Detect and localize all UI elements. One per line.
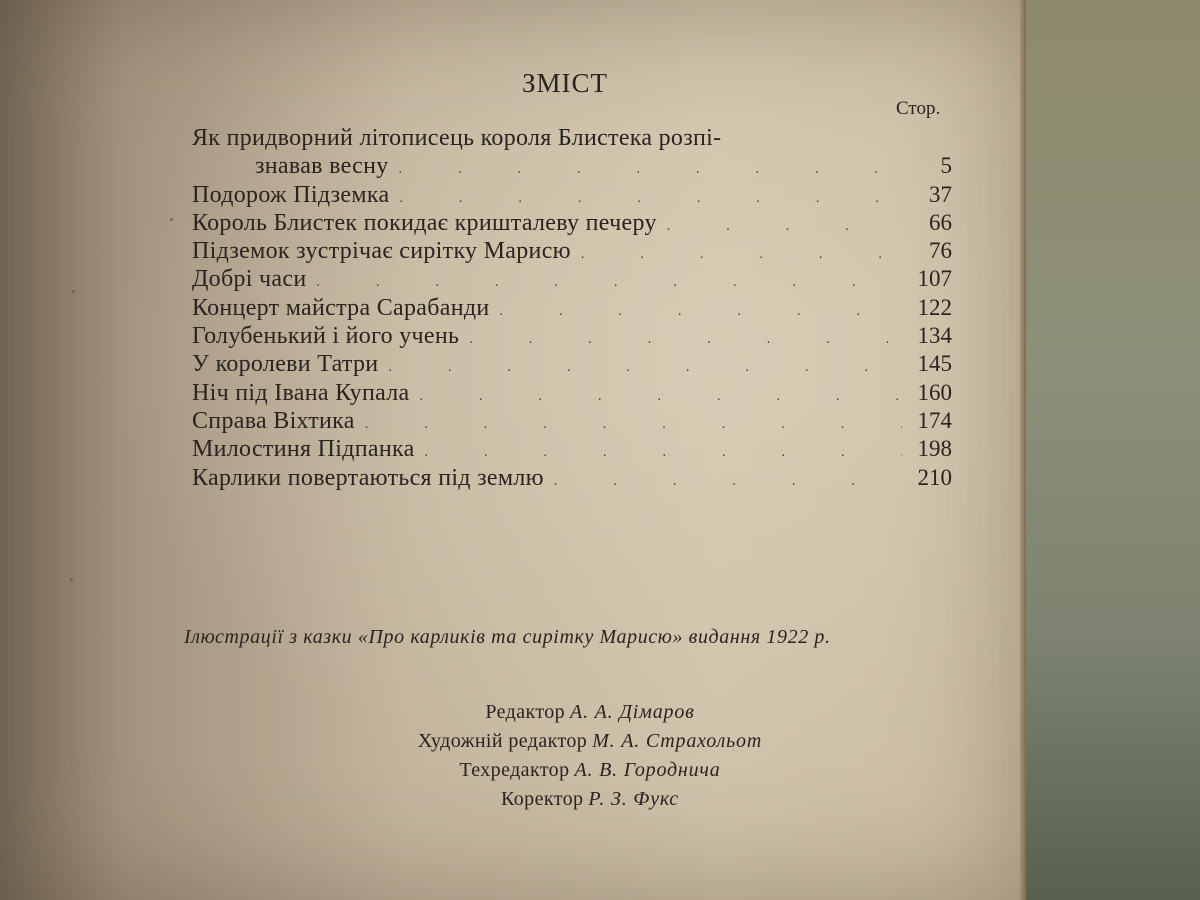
toc-entry	[192, 464, 952, 492]
toc-entry-title: Справа Віхтика	[192, 407, 355, 434]
credit-role: Техредактор	[459, 759, 570, 781]
leader-dots	[469, 322, 902, 354]
credit-line	[340, 756, 840, 785]
toc-entry-title: Карлики повертаються під землю	[192, 464, 544, 491]
page-column-label: Стор.	[896, 98, 941, 119]
toc-entry-page: 37	[929, 181, 952, 207]
toc-entry-page: 160	[917, 379, 952, 405]
toc-entry-title: Король Блистек покидає кришталеву печеру	[192, 209, 657, 236]
toc-entry-page: 134	[917, 323, 952, 349]
toc-entry-title: Концерт майстра Сарабанди	[192, 294, 490, 321]
credit-line	[340, 698, 840, 727]
credit-person: А. В. Городнича	[574, 759, 721, 781]
toc-entry-title: Подорож Підземка	[192, 181, 390, 208]
toc-entry	[192, 209, 952, 237]
credit-role: Коректор	[501, 788, 584, 810]
leader-dots	[420, 379, 903, 411]
toc-entry	[192, 350, 952, 378]
toc-entry-page: 107	[917, 266, 952, 292]
toc-entry-title: Милостиня Підпанка	[192, 436, 415, 463]
leader-dots	[388, 350, 902, 382]
leader-dots	[399, 152, 902, 184]
leader-dots	[667, 209, 902, 241]
toc-entry-page: 145	[917, 351, 952, 377]
toc-entry	[192, 265, 952, 293]
credits-block	[340, 698, 840, 814]
toc-entry-title: Як придворний літописець короля Блистека розпі-	[192, 125, 722, 151]
credit-person: М. А. Страхольот	[592, 730, 763, 752]
toc-entry-page: 174	[917, 407, 952, 433]
leader-dots	[554, 464, 902, 496]
credit-person: А. А. Дімаров	[570, 701, 695, 723]
leader-dots	[500, 294, 902, 326]
credit-line	[340, 785, 840, 814]
illustration-note: Ілюстрації з казки «Про карликів та сирітку Марисю» видання 1922 р.	[184, 626, 831, 648]
toc-entry	[192, 379, 952, 407]
toc-entry	[192, 124, 952, 152]
toc-entry	[192, 435, 952, 463]
toc-entry	[192, 294, 952, 322]
toc-entry-title: Ніч під Івана Купала	[192, 379, 410, 406]
toc-heading: ЗМІСТ	[522, 68, 609, 98]
toc-entry-page: 210	[917, 464, 952, 490]
toc-entry-title: знавав весну	[255, 153, 389, 180]
leader-dots	[316, 265, 902, 297]
credit-role: Художній редактор	[417, 730, 588, 752]
leader-dots	[365, 407, 902, 439]
leader-dots	[399, 181, 902, 213]
leader-dots	[581, 237, 902, 269]
paper-speck	[70, 578, 73, 581]
toc-entry-page: 66	[929, 209, 952, 235]
toc-entry-page: 198	[917, 436, 952, 462]
toc-entry-title: Голубенький і його учень	[192, 323, 460, 350]
table-of-contents	[192, 124, 952, 492]
leader-dots	[425, 435, 902, 467]
toc-entry-title: Підземок зустрічає сирітку Марисю	[192, 238, 571, 265]
toc-entry-title: У королеви Татри	[192, 351, 379, 378]
toc-entry	[192, 407, 952, 435]
toc-entry	[192, 322, 952, 350]
credit-person: Р. З. Фукс	[588, 788, 679, 810]
toc-entry-page: 76	[929, 238, 952, 264]
credit-line	[340, 727, 840, 756]
toc-entry-page: 122	[917, 294, 952, 320]
paper-speck	[170, 218, 173, 221]
toc-entry-title: Добрі часи	[192, 266, 307, 293]
toc-entry-continuation	[192, 152, 952, 180]
toc-entry	[192, 181, 952, 209]
book-cover	[1026, 0, 1200, 900]
toc-entry	[192, 237, 952, 265]
toc-entry-page: 5	[940, 153, 952, 179]
credit-role: Редактор	[485, 701, 566, 723]
paper-speck	[72, 290, 75, 293]
